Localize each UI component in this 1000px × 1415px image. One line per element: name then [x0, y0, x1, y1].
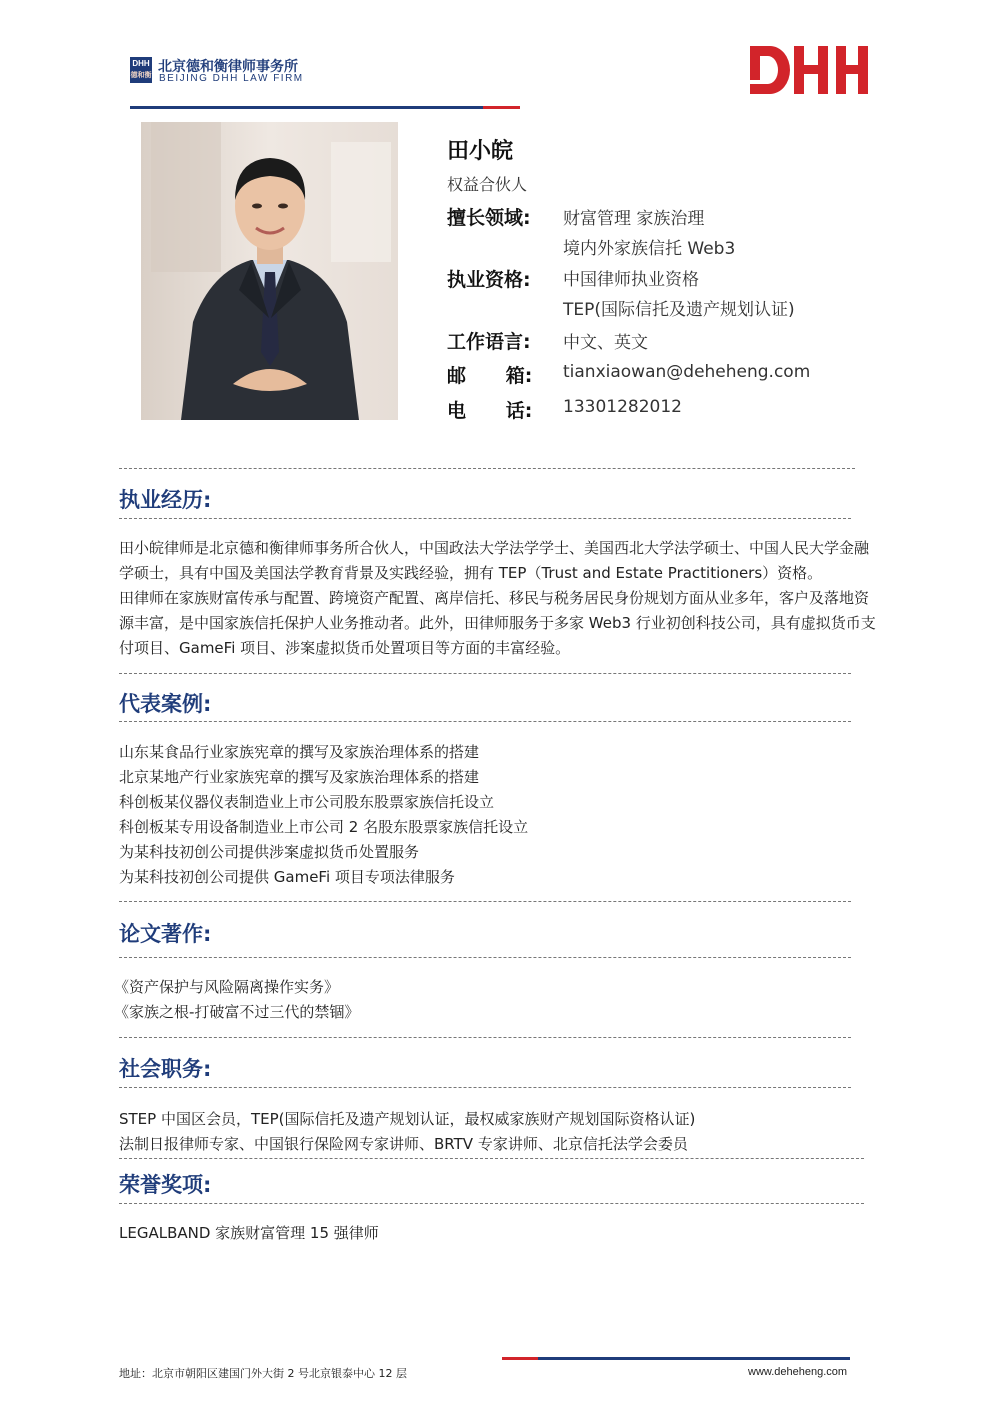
field-value-language: 中文、英文: [563, 333, 648, 353]
field-label-language: 工作语言:: [447, 331, 531, 353]
firm-name-en: BEIJING DHH LAW FIRM: [159, 73, 304, 84]
practice-paragraph: [119, 536, 879, 661]
practice-line: 源丰富，是中国家族信托保护人业务推动者。此外，田律师服务于多家 Web3 行业初创科技公司，具有虚拟货币支: [119, 614, 876, 632]
logo-mark-bottom: 德和衡: [130, 72, 152, 79]
firm-name-cn: 北京德和衡律师事务所: [158, 59, 298, 75]
list-item: STEP 中国区会员，TEP(国际信托及遗产规划认证，最权威家族财产规划国际资格认证): [119, 1110, 696, 1128]
section-title-papers: 论文著作:: [119, 922, 212, 946]
divider: [119, 673, 851, 674]
footer-rule-blue: [538, 1357, 850, 1360]
field-value-qualification-1: 中国律师执业资格: [563, 270, 699, 290]
practice-line: 学硕士，具有中国及美国法学教育背景及实践经验，拥有 TEP（Trust and Estate Practitioners）资格。: [119, 564, 823, 582]
lawyer-portrait-icon: [141, 122, 398, 420]
section-title-cases: 代表案例:: [119, 692, 212, 716]
social-list: [119, 1107, 695, 1157]
section-title-honors: 荣誉奖项:: [119, 1173, 212, 1197]
lawyer-title: 权益合伙人: [447, 175, 528, 194]
divider: [119, 1158, 864, 1159]
footer-address: 地址：北京市朝阳区建国门外大街 2 号北京银泰中心 12 层: [119, 1367, 407, 1380]
field-value-expertise-2: 境内外家族信托 Web3: [563, 239, 736, 259]
divider: [119, 1203, 864, 1204]
field-value-email[interactable]: tianxiaowan@deheheng.com: [563, 362, 811, 382]
dhh-brand-logo: [748, 44, 870, 96]
list-item: 为某科技初创公司提供 GameFi 项目专项法律服务: [119, 868, 455, 886]
divider: [119, 957, 851, 958]
footer-rule-red: [502, 1357, 538, 1360]
list-item: 为某科技初创公司提供涉案虚拟货币处置服务: [119, 843, 420, 861]
list-item: 北京某地产行业家族宪章的撰写及家族治理体系的搭建: [119, 768, 480, 786]
logo-mark-top: DHH: [132, 59, 150, 68]
header-rule-red: [483, 106, 520, 109]
field-label-qualification: 执业资格:: [447, 269, 531, 291]
section-title-practice: 执业经历:: [119, 488, 212, 512]
lawyer-name: 田小皖: [447, 139, 514, 164]
list-item: 科创板某专用设备制造业上市公司 2 名股东股票家族信托设立: [119, 818, 529, 836]
practice-line: 田律师在家族财富传承与配置、跨境资产配置、离岸信托、移民与税务居民身份规划方面从业多年，客户及落地资: [119, 589, 870, 607]
footer-website-link[interactable]: www.deheheng.com: [748, 1366, 848, 1378]
field-value-expertise-1: 财富管理 家族治理: [563, 209, 705, 229]
divider: [119, 1037, 851, 1038]
list-item: 山东某食品行业家族宪章的撰写及家族治理体系的搭建: [119, 743, 480, 761]
practice-line: 田小皖律师是北京德和衡律师事务所合伙人，中国政法大学法学学士、美国西北大学法学硕士、中国人民大学金融: [119, 539, 870, 557]
divider: [119, 468, 855, 469]
field-label-email: 邮 箱:: [447, 365, 533, 387]
list-item: 《资产保护与风险隔离操作实务》: [114, 978, 340, 996]
papers-list: [114, 975, 359, 1025]
divider: [119, 518, 851, 519]
list-item: 《家族之根-打破富不过三代的禁锢》: [114, 1003, 360, 1021]
field-value-phone: 13301282012: [563, 397, 682, 417]
divider: [119, 901, 851, 902]
list-item: 科创板某仪器仪表制造业上市公司股东股票家族信托设立: [119, 793, 495, 811]
practice-line: 付项目、GameFi 项目、涉案虚拟货币处置项目等方面的丰富经验。: [119, 639, 571, 657]
firm-logo-mark: [130, 57, 152, 83]
divider: [119, 721, 851, 722]
field-label-expertise: 擅长领域:: [447, 207, 531, 229]
header-rule-blue: [130, 106, 483, 109]
divider: [119, 1087, 851, 1088]
section-title-social: 社会职务:: [119, 1057, 212, 1081]
field-value-qualification-2: TEP(国际信托及遗产规划认证): [563, 300, 795, 320]
field-label-phone: 电 话:: [447, 400, 533, 422]
list-item: LEGALBAND 家族财富管理 15 强律师: [119, 1224, 379, 1242]
honors-list: [119, 1221, 379, 1246]
list-item: 法制日报律师专家、中国银行保险网专家讲师、BRTV 专家讲师、北京信托法学会委员: [119, 1135, 688, 1153]
cases-list: [119, 740, 528, 890]
